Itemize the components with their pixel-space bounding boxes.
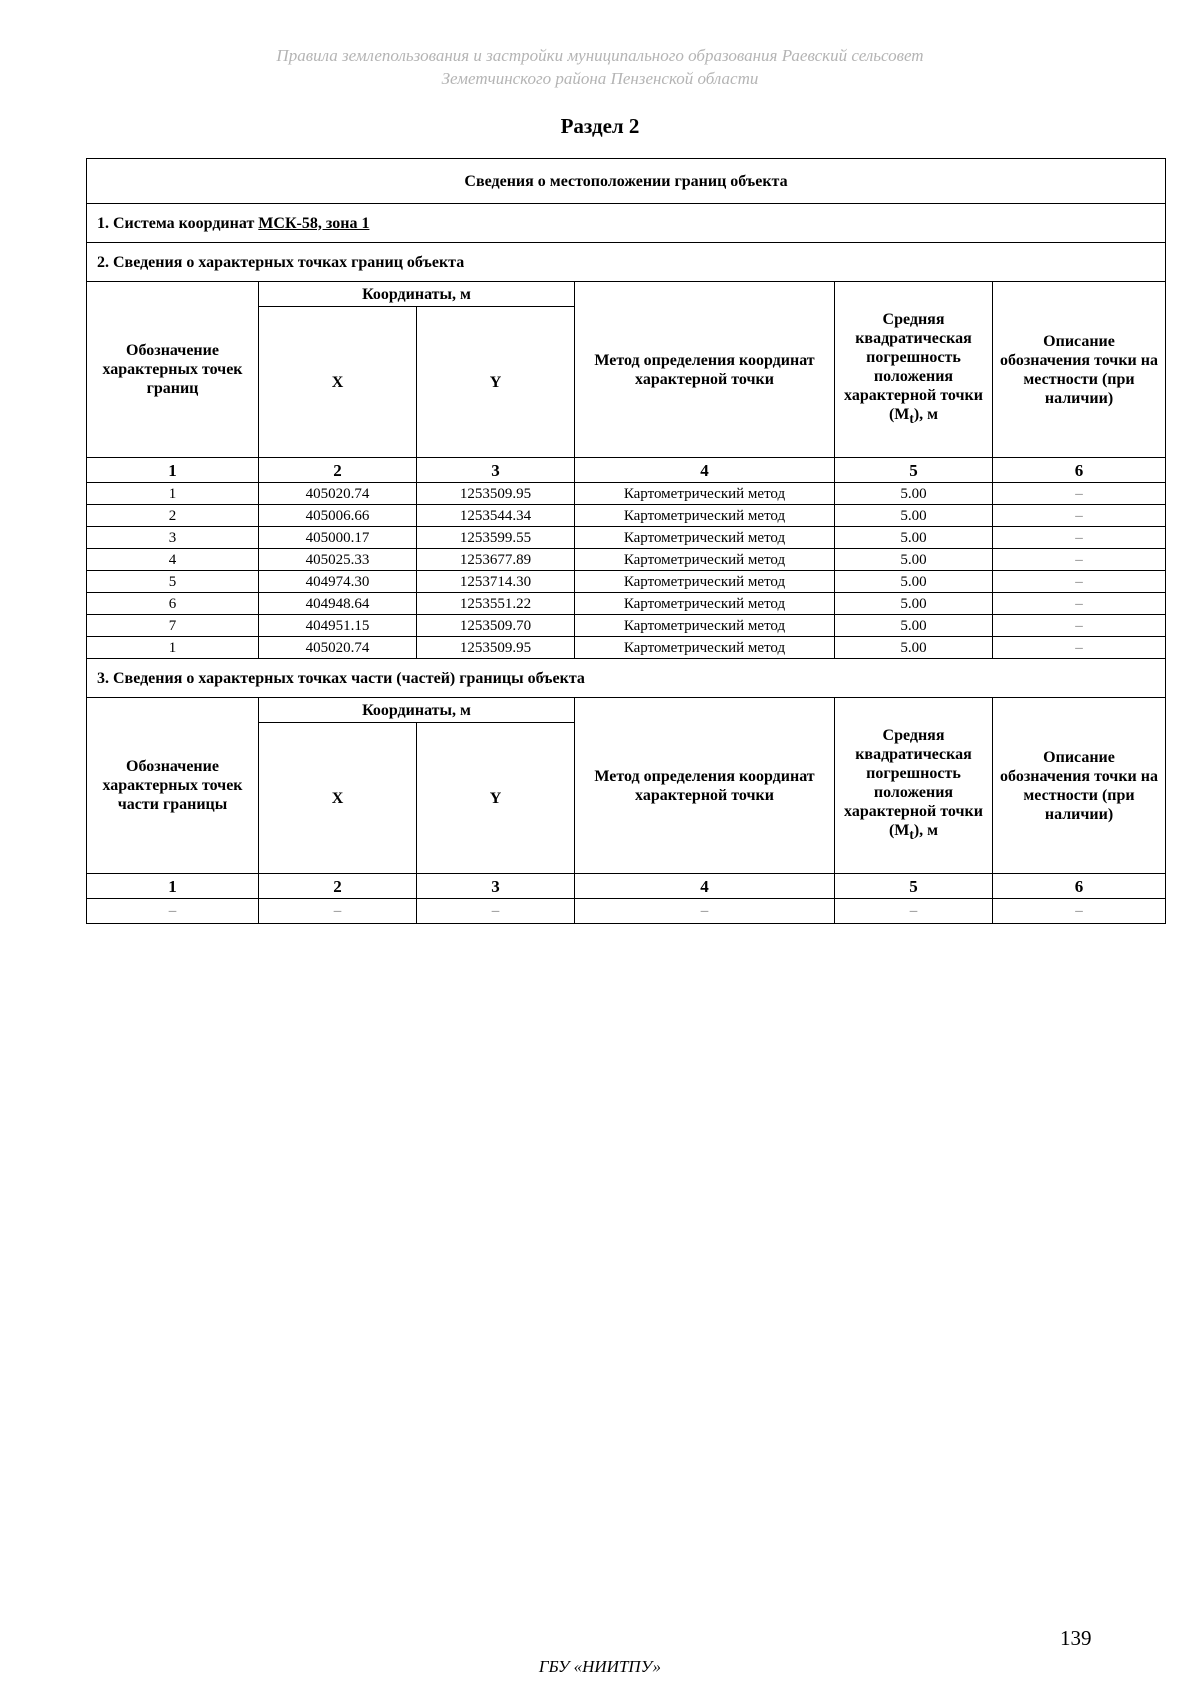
table-row — [87, 527, 1166, 549]
col-error-suffix: ), м — [913, 406, 939, 424]
col-error-text: Средняя квадратическая погрешность положения характерной точки (M — [844, 311, 983, 424]
point-id: 5 — [87, 571, 259, 593]
description-value: – — [993, 637, 1166, 659]
y-value: 1253509.95 — [417, 483, 575, 505]
section2-title: 2. Сведения о характерных точках границ объекта — [87, 243, 1166, 282]
y-value: 1253509.95 — [417, 637, 575, 659]
col-x-header: X — [259, 307, 417, 458]
column-number: 2 — [259, 874, 417, 899]
part-error-value: – — [835, 899, 993, 924]
method-value: Картометрический метод — [575, 483, 835, 505]
col-method-header: Метод определения координат характерной точки — [575, 282, 835, 458]
point-id: 1 — [87, 483, 259, 505]
col-error-suffix: ), м — [913, 822, 939, 840]
x-value: 405020.74 — [259, 637, 417, 659]
table-row — [87, 549, 1166, 571]
column-number: 4 — [575, 874, 835, 899]
description-value: – — [993, 483, 1166, 505]
table-row — [87, 637, 1166, 659]
col-coords-header: Координаты, м — [259, 282, 575, 307]
method-value: Картометрический метод — [575, 571, 835, 593]
x-value: 404948.64 — [259, 593, 417, 615]
error-value: 5.00 — [835, 527, 993, 549]
method-value: Картометрический метод — [575, 527, 835, 549]
col-error-text: Средняя квадратическая погрешность положения характерной точки (M — [844, 727, 983, 840]
page-header — [0, 44, 1200, 90]
y-value: 1253509.70 — [417, 615, 575, 637]
table-row — [87, 571, 1166, 593]
table-row — [87, 593, 1166, 615]
part-method-value: – — [575, 899, 835, 924]
y-value: 1253599.55 — [417, 527, 575, 549]
y-value: 1253551.22 — [417, 593, 575, 615]
part-table-row — [87, 899, 1166, 924]
table-row — [87, 615, 1166, 637]
col-part-designation-header: Обозначение характерных точек части границы — [87, 698, 259, 874]
error-value: 5.00 — [835, 571, 993, 593]
description-value: – — [993, 549, 1166, 571]
x-value: 405006.66 — [259, 505, 417, 527]
section-title: Раздел 2 — [560, 114, 640, 138]
part-x-value: – — [259, 899, 417, 924]
page-number: 139 — [1060, 1626, 1092, 1650]
boundary-table — [86, 158, 1166, 924]
col-y-header: Y — [417, 307, 575, 458]
column-number: 4 — [575, 458, 835, 483]
y-value: 1253544.34 — [417, 505, 575, 527]
part-point-id: – — [87, 899, 259, 924]
error-value: 5.00 — [835, 505, 993, 527]
column-number: 3 — [417, 458, 575, 483]
x-value: 404951.15 — [259, 615, 417, 637]
coord-system-value: МСК-58, зона 1 — [258, 214, 370, 232]
method-value: Картометрический метод — [575, 505, 835, 527]
point-id: 1 — [87, 637, 259, 659]
col-part-error-header — [835, 698, 993, 874]
col-part-coords-header: Координаты, м — [259, 698, 575, 723]
description-value: – — [993, 505, 1166, 527]
point-id: 7 — [87, 615, 259, 637]
column-number: 2 — [259, 458, 417, 483]
header-line-2: Земетчинского района Пензенской области — [441, 69, 759, 88]
error-value: 5.00 — [835, 483, 993, 505]
section3-title: 3. Сведения о характерных точках части (частей) границы объекта — [87, 659, 1166, 698]
column-number: 5 — [835, 458, 993, 483]
error-value: 5.00 — [835, 637, 993, 659]
method-value: Картометрический метод — [575, 593, 835, 615]
part-column-numbers-row — [87, 874, 1166, 899]
table-row — [87, 505, 1166, 527]
col-error-subscript: t — [909, 411, 914, 427]
point-id: 4 — [87, 549, 259, 571]
point-id: 6 — [87, 593, 259, 615]
description-value: – — [993, 527, 1166, 549]
column-number: 5 — [835, 874, 993, 899]
error-value: 5.00 — [835, 615, 993, 637]
header-line-1: Правила землепользования и застройки муниципального образования Раевский сельсовет — [276, 46, 924, 65]
column-number: 1 — [87, 458, 259, 483]
description-value: – — [993, 571, 1166, 593]
x-value: 404974.30 — [259, 571, 417, 593]
coord-system-row — [87, 204, 1166, 243]
x-value: 405025.33 — [259, 549, 417, 571]
column-number: 3 — [417, 874, 575, 899]
column-number: 6 — [993, 874, 1166, 899]
method-value: Картометрический метод — [575, 637, 835, 659]
method-value: Картометрический метод — [575, 549, 835, 571]
column-number: 1 — [87, 874, 259, 899]
coord-system-label: 1. Система координат — [97, 214, 259, 232]
col-part-method-header: Метод определения координат характерной точки — [575, 698, 835, 874]
col-designation-header: Обозначение характерных точек границ — [87, 282, 259, 458]
method-value: Картометрический метод — [575, 615, 835, 637]
column-number: 6 — [993, 458, 1166, 483]
y-value: 1253677.89 — [417, 549, 575, 571]
x-value: 405020.74 — [259, 483, 417, 505]
part-y-value: – — [417, 899, 575, 924]
col-part-x-header: X — [259, 723, 417, 874]
point-id: 3 — [87, 527, 259, 549]
x-value: 405000.17 — [259, 527, 417, 549]
col-error-subscript: t — [909, 827, 914, 843]
table-row — [87, 483, 1166, 505]
error-value: 5.00 — [835, 593, 993, 615]
table-title: Сведения о местоположении границ объекта — [87, 159, 1166, 204]
col-part-y-header: Y — [417, 723, 575, 874]
col-error-header — [835, 282, 993, 458]
part-description-value: – — [993, 899, 1166, 924]
page-footer: ГБУ «НИИТПУ» — [538, 1657, 662, 1676]
column-numbers-row — [87, 458, 1166, 483]
col-part-description-header: Описание обозначения точки на местности (при наличии) — [993, 698, 1166, 874]
y-value: 1253714.30 — [417, 571, 575, 593]
description-value: – — [993, 593, 1166, 615]
description-value: – — [993, 615, 1166, 637]
col-description-header: Описание обозначения точки на местности (при наличии) — [993, 282, 1166, 458]
point-id: 2 — [87, 505, 259, 527]
error-value: 5.00 — [835, 549, 993, 571]
